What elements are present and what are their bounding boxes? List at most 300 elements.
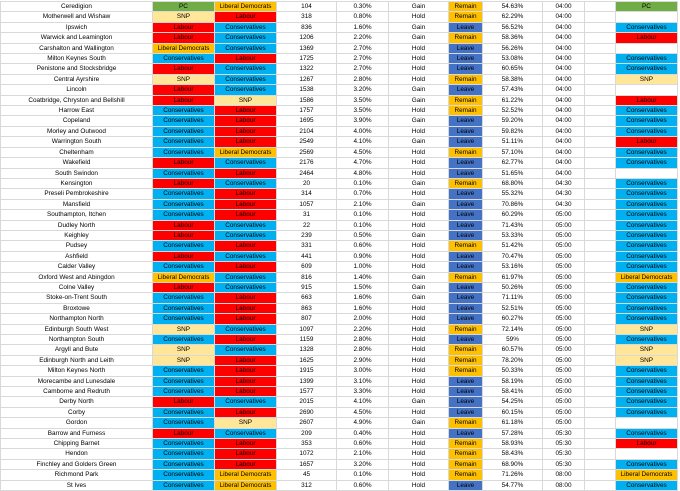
- spacer-cell: [585, 262, 616, 272]
- referendum-cell: Leave: [449, 189, 483, 199]
- winner-2017-cell: Conservatives: [153, 335, 215, 345]
- prediction-cell: [616, 12, 678, 22]
- winner-2017-cell: Conservatives: [153, 376, 215, 386]
- table-row: [1, 428, 678, 438]
- majority-cell: 807: [277, 314, 337, 324]
- majority-pct-cell: 2.20%: [337, 324, 389, 334]
- referendum-cell: Remain: [449, 470, 483, 480]
- table-row: [1, 178, 678, 188]
- result-cell: Gain: [389, 137, 449, 147]
- spacer-cell: [585, 241, 616, 251]
- runner-up-2017-cell: Labour: [215, 387, 277, 397]
- prediction-cell: [616, 449, 678, 459]
- constituency-cell: Edinburgh South West: [1, 324, 153, 334]
- winner-2017-cell: Conservatives: [153, 439, 215, 449]
- majority-cell: 2569: [277, 147, 337, 157]
- table-row: [1, 355, 678, 365]
- result-cell: Hold: [389, 314, 449, 324]
- prediction-cell: Conservatives: [616, 262, 678, 272]
- prediction-cell: Conservatives: [616, 199, 678, 209]
- winner-2017-cell: Conservatives: [153, 480, 215, 490]
- constituency-cell: Argyll and Bute: [1, 345, 153, 355]
- spacer-cell: [585, 272, 616, 282]
- majority-pct-cell: 0.10%: [337, 178, 389, 188]
- leave-pct-cell: 58.43%: [483, 449, 543, 459]
- declaration-time-cell: 04:00: [543, 147, 585, 157]
- constituency-cell: Kensington: [1, 178, 153, 188]
- table-row: [1, 303, 678, 313]
- table-row: [1, 12, 678, 22]
- constituency-cell: Milton Keynes South: [1, 54, 153, 64]
- winner-2017-cell: Conservatives: [153, 126, 215, 136]
- runner-up-2017-cell: Labour: [215, 449, 277, 459]
- spacer-cell: [585, 387, 616, 397]
- table-row: [1, 168, 678, 178]
- majority-pct-cell: 2.70%: [337, 54, 389, 64]
- winner-2017-cell: Labour: [153, 397, 215, 407]
- majority-pct-cell: 2.80%: [337, 74, 389, 84]
- majority-cell: 1159: [277, 335, 337, 345]
- prediction-cell: Labour: [616, 439, 678, 449]
- declaration-time-cell: 04:30: [543, 199, 585, 209]
- constituency-cell: Barrow and Furness: [1, 428, 153, 438]
- spacer-cell: [585, 376, 616, 386]
- prediction-cell: Liberal Democrats: [616, 272, 678, 282]
- winner-2017-cell: Conservatives: [153, 116, 215, 126]
- constituency-cell: Keighley: [1, 230, 153, 240]
- prediction-cell: Conservatives: [616, 282, 678, 292]
- declaration-time-cell: 05:00: [543, 303, 585, 313]
- referendum-cell: Leave: [449, 85, 483, 95]
- majority-pct-cell: 0.10%: [337, 210, 389, 220]
- runner-up-2017-cell: Conservatives: [215, 324, 277, 334]
- constituency-cell: Finchley and Golders Green: [1, 459, 153, 469]
- prediction-cell: Conservatives: [616, 147, 678, 157]
- majority-cell: 1057: [277, 199, 337, 209]
- runner-up-2017-cell: Conservatives: [215, 158, 277, 168]
- constituency-cell: Hendon: [1, 449, 153, 459]
- majority-cell: 1267: [277, 74, 337, 84]
- result-cell: Hold: [389, 335, 449, 345]
- declaration-time-cell: 04:00: [543, 2, 585, 12]
- prediction-cell: Conservatives: [616, 22, 678, 32]
- winner-2017-cell: Conservatives: [153, 189, 215, 199]
- majority-cell: 1625: [277, 355, 337, 365]
- majority-cell: 1097: [277, 324, 337, 334]
- table-row: [1, 282, 678, 292]
- prediction-cell: Conservatives: [616, 407, 678, 417]
- majority-cell: 1657: [277, 459, 337, 469]
- result-cell: Hold: [389, 12, 449, 22]
- winner-2017-cell: Conservatives: [153, 199, 215, 209]
- runner-up-2017-cell: Labour: [215, 189, 277, 199]
- spacer-cell: [585, 335, 616, 345]
- majority-pct-cell: 2.70%: [337, 64, 389, 74]
- constituency-cell: Coatbridge, Chryston and Bellshill: [1, 95, 153, 105]
- table-row: [1, 449, 678, 459]
- winner-2017-cell: Conservatives: [153, 147, 215, 157]
- declaration-time-cell: 05:00: [543, 335, 585, 345]
- spacer-cell: [585, 251, 616, 261]
- prediction-cell: Labour: [616, 33, 678, 43]
- referendum-cell: Leave: [449, 168, 483, 178]
- result-cell: Hold: [389, 459, 449, 469]
- result-cell: Gain: [389, 85, 449, 95]
- declaration-time-cell: 04:00: [543, 43, 585, 53]
- constituency-cell: Motherwell and Wishaw: [1, 12, 153, 22]
- majority-pct-cell: 0.60%: [337, 480, 389, 490]
- winner-2017-cell: Labour: [153, 178, 215, 188]
- result-cell: Hold: [389, 449, 449, 459]
- constituency-cell: Carshalton and Wallington: [1, 43, 153, 53]
- constituency-cell: Harrow East: [1, 106, 153, 116]
- referendum-cell: Leave: [449, 137, 483, 147]
- majority-cell: 1538: [277, 85, 337, 95]
- constituency-cell: Milton Keynes North: [1, 366, 153, 376]
- spacer-cell: [585, 189, 616, 199]
- prediction-cell: Conservatives: [616, 230, 678, 240]
- runner-up-2017-cell: Labour: [215, 199, 277, 209]
- runner-up-2017-cell: Labour: [215, 314, 277, 324]
- declaration-time-cell: 04:00: [543, 158, 585, 168]
- majority-pct-cell: 4.80%: [337, 168, 389, 178]
- majority-pct-cell: 0.50%: [337, 230, 389, 240]
- majority-pct-cell: 4.70%: [337, 158, 389, 168]
- result-cell: Hold: [389, 220, 449, 230]
- leave-pct-cell: 58.41%: [483, 387, 543, 397]
- winner-2017-cell: Conservatives: [153, 387, 215, 397]
- runner-up-2017-cell: Labour: [215, 407, 277, 417]
- runner-up-2017-cell: Conservatives: [215, 85, 277, 95]
- constituency-cell: Lincoln: [1, 85, 153, 95]
- result-cell: Hold: [389, 303, 449, 313]
- leave-pct-cell: 70.86%: [483, 199, 543, 209]
- leave-pct-cell: 58.93%: [483, 439, 543, 449]
- winner-2017-cell: SNP: [153, 355, 215, 365]
- result-cell: Gain: [389, 199, 449, 209]
- table-row: [1, 366, 678, 376]
- declaration-time-cell: 04:00: [543, 95, 585, 105]
- majority-cell: 314: [277, 189, 337, 199]
- leave-pct-cell: 51.42%: [483, 241, 543, 251]
- majority-cell: 353: [277, 439, 337, 449]
- referendum-cell: Leave: [449, 54, 483, 64]
- prediction-cell: Conservatives: [616, 126, 678, 136]
- referendum-cell: Remain: [449, 449, 483, 459]
- referendum-cell: Leave: [449, 43, 483, 53]
- leave-pct-cell: 60.65%: [483, 64, 543, 74]
- majority-pct-cell: 4.10%: [337, 397, 389, 407]
- leave-pct-cell: 53.33%: [483, 230, 543, 240]
- table-row: [1, 324, 678, 334]
- declaration-time-cell: 05:00: [543, 314, 585, 324]
- majority-cell: 1725: [277, 54, 337, 64]
- winner-2017-cell: Labour: [153, 95, 215, 105]
- referendum-cell: Leave: [449, 220, 483, 230]
- leave-pct-cell: 60.29%: [483, 210, 543, 220]
- table-row: [1, 85, 678, 95]
- constituency-cell: Ashfield: [1, 251, 153, 261]
- majority-cell: 239: [277, 230, 337, 240]
- referendum-cell: Leave: [449, 116, 483, 126]
- result-cell: Gain: [389, 95, 449, 105]
- table-row: [1, 418, 678, 428]
- winner-2017-cell: Conservatives: [153, 262, 215, 272]
- constituency-cell: Preseli Pembrokeshire: [1, 189, 153, 199]
- result-cell: Hold: [389, 126, 449, 136]
- leave-pct-cell: 78.20%: [483, 355, 543, 365]
- table-row: [1, 43, 678, 53]
- majority-pct-cell: 3.20%: [337, 459, 389, 469]
- runner-up-2017-cell: Liberal Democrats: [215, 470, 277, 480]
- leave-pct-cell: 51.65%: [483, 168, 543, 178]
- declaration-time-cell: 05:00: [543, 272, 585, 282]
- referendum-cell: Leave: [449, 199, 483, 209]
- leave-pct-cell: 55.32%: [483, 189, 543, 199]
- declaration-time-cell: 05:30: [543, 459, 585, 469]
- result-cell: Gain: [389, 230, 449, 240]
- winner-2017-cell: Labour: [153, 251, 215, 261]
- runner-up-2017-cell: Conservatives: [215, 43, 277, 53]
- referendum-cell: Leave: [449, 251, 483, 261]
- result-cell: Hold: [389, 355, 449, 365]
- constituency-cell: Cheltenham: [1, 147, 153, 157]
- majority-cell: 31: [277, 210, 337, 220]
- table-row: [1, 230, 678, 240]
- declaration-time-cell: 04:00: [543, 106, 585, 116]
- majority-cell: 915: [277, 282, 337, 292]
- runner-up-2017-cell: Labour: [215, 262, 277, 272]
- result-cell: Hold: [389, 64, 449, 74]
- runner-up-2017-cell: Conservatives: [215, 178, 277, 188]
- runner-up-2017-cell: Labour: [215, 355, 277, 365]
- majority-pct-cell: 1.50%: [337, 282, 389, 292]
- spacer-cell: [585, 397, 616, 407]
- prediction-cell: Conservatives: [616, 189, 678, 199]
- majority-pct-cell: 3.90%: [337, 116, 389, 126]
- majority-pct-cell: 0.40%: [337, 428, 389, 438]
- winner-2017-cell: Conservatives: [153, 210, 215, 220]
- result-cell: Gain: [389, 272, 449, 282]
- leave-pct-cell: 52.52%: [483, 106, 543, 116]
- result-cell: Hold: [389, 251, 449, 261]
- majority-pct-cell: 2.10%: [337, 199, 389, 209]
- runner-up-2017-cell: Labour: [215, 168, 277, 178]
- referendum-cell: Remain: [449, 439, 483, 449]
- table-row: [1, 95, 678, 105]
- spacer-cell: [585, 407, 616, 417]
- runner-up-2017-cell: Conservatives: [215, 282, 277, 292]
- leave-pct-cell: 60.15%: [483, 407, 543, 417]
- declaration-time-cell: 05:00: [543, 397, 585, 407]
- runner-up-2017-cell: Conservatives: [215, 428, 277, 438]
- referendum-cell: Remain: [449, 33, 483, 43]
- runner-up-2017-cell: Labour: [215, 106, 277, 116]
- leave-pct-cell: 71.43%: [483, 220, 543, 230]
- spacer-cell: [585, 345, 616, 355]
- prediction-cell: PC: [616, 2, 678, 12]
- winner-2017-cell: Liberal Democrats: [153, 272, 215, 282]
- runner-up-2017-cell: SNP: [215, 95, 277, 105]
- runner-up-2017-cell: Conservatives: [215, 272, 277, 282]
- runner-up-2017-cell: Labour: [215, 303, 277, 313]
- result-cell: Hold: [389, 168, 449, 178]
- majority-pct-cell: 0.60%: [337, 439, 389, 449]
- winner-2017-cell: Conservatives: [153, 241, 215, 251]
- constituency-cell: Camborne and Redruth: [1, 387, 153, 397]
- runner-up-2017-cell: Labour: [215, 366, 277, 376]
- referendum-cell: Remain: [449, 95, 483, 105]
- table-row: [1, 126, 678, 136]
- referendum-cell: Remain: [449, 178, 483, 188]
- result-cell: Hold: [389, 189, 449, 199]
- winner-2017-cell: Conservatives: [153, 449, 215, 459]
- declaration-time-cell: 05:00: [543, 376, 585, 386]
- majority-pct-cell: 3.20%: [337, 85, 389, 95]
- spacer-cell: [585, 293, 616, 303]
- table-row: [1, 439, 678, 449]
- declaration-time-cell: 04:00: [543, 22, 585, 32]
- prediction-cell: Conservatives: [616, 106, 678, 116]
- leave-pct-cell: 56.26%: [483, 43, 543, 53]
- table-row: [1, 210, 678, 220]
- constituency-cell: Southampton, Itchen: [1, 210, 153, 220]
- results-table: [0, 1, 678, 491]
- majority-cell: 609: [277, 262, 337, 272]
- prediction-cell: Conservatives: [616, 459, 678, 469]
- majority-cell: 663: [277, 293, 337, 303]
- winner-2017-cell: Labour: [153, 33, 215, 43]
- runner-up-2017-cell: Liberal Democrats: [215, 147, 277, 157]
- result-cell: Hold: [389, 376, 449, 386]
- majority-pct-cell: 4.10%: [337, 137, 389, 147]
- runner-up-2017-cell: Labour: [215, 376, 277, 386]
- spacer-cell: [585, 449, 616, 459]
- declaration-time-cell: 08:00: [543, 480, 585, 490]
- majority-cell: 441: [277, 251, 337, 261]
- table-row: [1, 189, 678, 199]
- declaration-time-cell: 05:00: [543, 355, 585, 365]
- referendum-cell: Remain: [449, 272, 483, 282]
- majority-pct-cell: 0.60%: [337, 241, 389, 251]
- referendum-cell: Remain: [449, 12, 483, 22]
- winner-2017-cell: Conservatives: [153, 366, 215, 376]
- declaration-time-cell: 04:00: [543, 85, 585, 95]
- constituency-cell: Central Ayrshire: [1, 74, 153, 84]
- constituency-cell: South Swindon: [1, 168, 153, 178]
- spacer-cell: [585, 439, 616, 449]
- runner-up-2017-cell: Conservatives: [215, 397, 277, 407]
- runner-up-2017-cell: Labour: [215, 210, 277, 220]
- majority-cell: 312: [277, 480, 337, 490]
- declaration-time-cell: 04:00: [543, 54, 585, 64]
- majority-cell: 45: [277, 470, 337, 480]
- result-cell: Gain: [389, 116, 449, 126]
- majority-pct-cell: 4.50%: [337, 407, 389, 417]
- table-row: [1, 54, 678, 64]
- constituency-cell: St Ives: [1, 480, 153, 490]
- result-cell: Hold: [389, 439, 449, 449]
- prediction-cell: SNP: [616, 355, 678, 365]
- result-cell: Hold: [389, 480, 449, 490]
- prediction-cell: Conservatives: [616, 116, 678, 126]
- table-row: [1, 220, 678, 230]
- prediction-cell: [616, 43, 678, 53]
- majority-pct-cell: 2.00%: [337, 314, 389, 324]
- declaration-time-cell: 05:00: [543, 387, 585, 397]
- referendum-cell: Remain: [449, 345, 483, 355]
- referendum-cell: Leave: [449, 387, 483, 397]
- spacer-cell: [585, 85, 616, 95]
- declaration-time-cell: 04:00: [543, 33, 585, 43]
- constituency-cell: Stoke-on-Trent South: [1, 293, 153, 303]
- prediction-cell: [616, 168, 678, 178]
- majority-cell: 2690: [277, 407, 337, 417]
- winner-2017-cell: Liberal Democrats: [153, 43, 215, 53]
- spacer-cell: [585, 95, 616, 105]
- declaration-time-cell: 05:00: [543, 262, 585, 272]
- spacer-cell: [585, 459, 616, 469]
- constituency-cell: Richmond Park: [1, 470, 153, 480]
- prediction-cell: Conservatives: [616, 293, 678, 303]
- referendum-cell: Leave: [449, 428, 483, 438]
- majority-cell: 1757: [277, 106, 337, 116]
- constituency-cell: Derby North: [1, 397, 153, 407]
- leave-pct-cell: 58.38%: [483, 74, 543, 84]
- prediction-cell: Conservatives: [616, 158, 678, 168]
- prediction-cell: [616, 85, 678, 95]
- runner-up-2017-cell: Liberal Democrats: [215, 2, 277, 12]
- referendum-cell: Leave: [449, 293, 483, 303]
- result-cell: Hold: [389, 366, 449, 376]
- referendum-cell: Remain: [449, 147, 483, 157]
- majority-pct-cell: 0.70%: [337, 189, 389, 199]
- majority-cell: 1586: [277, 95, 337, 105]
- prediction-cell: Conservatives: [616, 64, 678, 74]
- runner-up-2017-cell: Labour: [215, 335, 277, 345]
- referendum-cell: Leave: [449, 407, 483, 417]
- winner-2017-cell: Conservatives: [153, 293, 215, 303]
- result-cell: Hold: [389, 407, 449, 417]
- result-cell: Gain: [389, 33, 449, 43]
- declaration-time-cell: 05:00: [543, 220, 585, 230]
- table-row: [1, 470, 678, 480]
- spacer-cell: [585, 418, 616, 428]
- declaration-time-cell: 05:00: [543, 345, 585, 355]
- spacer-cell: [585, 199, 616, 209]
- result-cell: Hold: [389, 387, 449, 397]
- spacer-cell: [585, 324, 616, 334]
- result-cell: Hold: [389, 428, 449, 438]
- table-row: [1, 459, 678, 469]
- table-row: [1, 116, 678, 126]
- majority-cell: 331: [277, 241, 337, 251]
- prediction-cell: Conservatives: [616, 335, 678, 345]
- leave-pct-cell: 61.18%: [483, 418, 543, 428]
- spacer-cell: [585, 230, 616, 240]
- spacer-cell: [585, 147, 616, 157]
- constituency-cell: Gordon: [1, 418, 153, 428]
- majority-cell: 2464: [277, 168, 337, 178]
- constituency-cell: Dudley North: [1, 220, 153, 230]
- winner-2017-cell: PC: [153, 2, 215, 12]
- prediction-cell: Labour: [616, 95, 678, 105]
- majority-pct-cell: 3.50%: [337, 95, 389, 105]
- referendum-cell: Leave: [449, 376, 483, 386]
- constituency-cell: Morecambe and Lunesdale: [1, 376, 153, 386]
- declaration-time-cell: 05:00: [543, 324, 585, 334]
- constituency-cell: Pudsey: [1, 241, 153, 251]
